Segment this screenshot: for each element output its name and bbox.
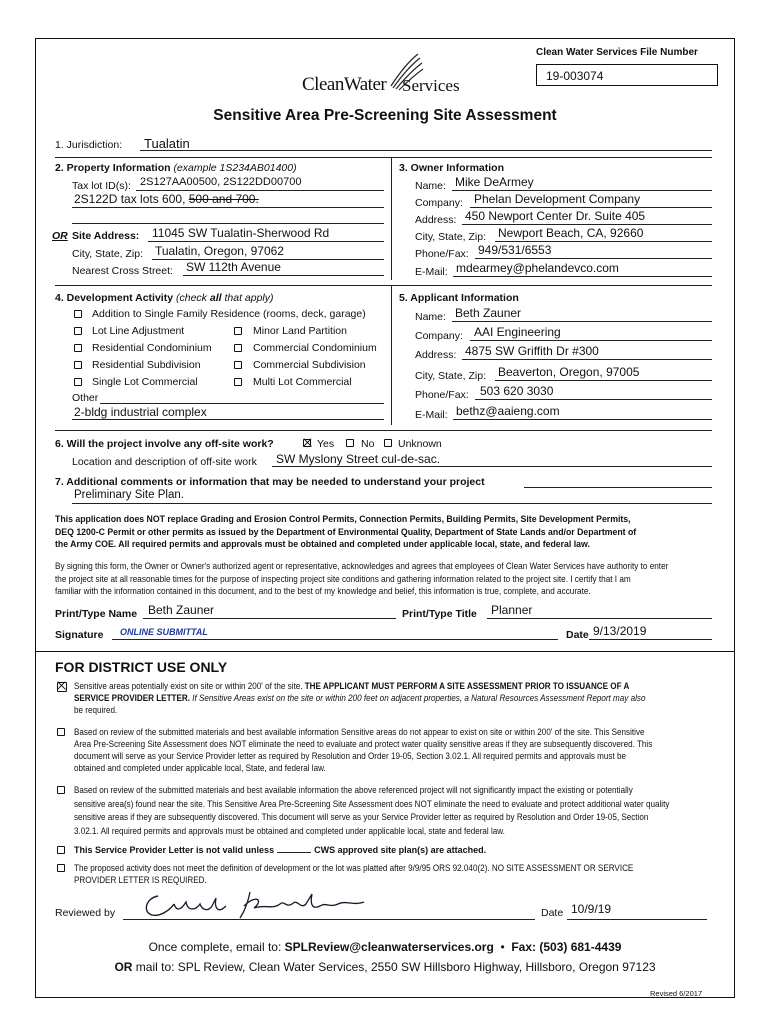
- applicant-company-line: [470, 340, 712, 341]
- offsite-yes-checkbox[interactable]: [303, 439, 311, 447]
- offsite-unknown-checkbox[interactable]: [384, 439, 392, 447]
- res-condo-label: Residential Condominium: [92, 342, 212, 354]
- applicant-phone-line: [475, 399, 712, 400]
- cross-street-label: Nearest Cross Street:: [72, 265, 173, 277]
- owner-phone-line: [475, 258, 712, 259]
- owner-name-value[interactable]: Mike DeArmey: [455, 175, 534, 189]
- district-date-value[interactable]: 10/9/19: [571, 902, 612, 916]
- reviewed-by-line: [123, 919, 535, 920]
- email-link[interactable]: SPLReview@cleanwaterservices.org: [284, 940, 494, 954]
- com-sub-label: Commercial Subdivision: [253, 359, 366, 371]
- column-divider: [391, 285, 392, 425]
- applicant-phone-label: Phone/Fax:: [415, 389, 469, 401]
- owner-csz-label: City, State, Zip:: [415, 231, 486, 243]
- lot-line-checkbox[interactable]: [74, 327, 82, 335]
- minor-land-checkbox[interactable]: [234, 327, 242, 335]
- single-family-label: Addition to Single Family Residence (rooms, deck, garage): [92, 308, 366, 320]
- tax-lot-value-2[interactable]: 2S122D tax lots 600, 500 and 700.: [74, 192, 259, 206]
- comments-line-2: [72, 503, 712, 504]
- date-line: [589, 639, 712, 640]
- applicant-address-value[interactable]: 4875 SW Griffith Dr #300: [465, 344, 599, 358]
- applicant-company-label: Company:: [415, 330, 463, 342]
- single-lot-checkbox[interactable]: [74, 378, 82, 386]
- file-number-label: Clean Water Services File Number: [536, 47, 698, 58]
- single-family-checkbox[interactable]: [74, 310, 82, 318]
- multi-lot-checkbox[interactable]: [234, 378, 242, 386]
- activity-heading: 4. Development Activity (check all that apply): [55, 292, 274, 304]
- minor-land-label: Minor Land Partition: [253, 325, 347, 337]
- clean-water-services-logo: [296, 52, 476, 102]
- tax-lot-line-2: [72, 207, 384, 208]
- owner-company-line: [470, 207, 712, 208]
- offsite-no-label: No: [361, 438, 375, 450]
- owner-company-value[interactable]: Phelan Development Company: [474, 192, 641, 206]
- applicant-name-label: Name:: [415, 311, 446, 323]
- footer-email-line: Once complete, email to: SPLReview@cleanwaterservices.org • Fax: (503) 681-4439: [148, 940, 622, 954]
- jurisdiction-value[interactable]: Tualatin: [144, 136, 190, 151]
- owner-name-line: [452, 190, 712, 191]
- applicant-phone-value[interactable]: 503 620 3030: [480, 384, 554, 398]
- res-sub-label: Residential Subdivision: [92, 359, 201, 371]
- applicant-name-line: [452, 321, 712, 322]
- jurisdiction-label: 1. Jurisdiction:: [55, 139, 123, 151]
- applicant-csz-line: [495, 380, 712, 381]
- cross-street-line: [183, 275, 384, 276]
- applicant-email-value[interactable]: bethz@aaieng.com: [456, 404, 560, 418]
- owner-csz-line: [495, 241, 712, 242]
- print-name-line: [143, 618, 396, 619]
- applicant-company-value[interactable]: AAI Engineering: [474, 325, 561, 339]
- multi-lot-label: Multi Lot Commercial: [253, 376, 352, 388]
- district-heading: FOR DISTRICT USE ONLY: [55, 659, 228, 675]
- tax-lot-line: [136, 190, 384, 191]
- reviewed-by-label: Reviewed by: [55, 907, 116, 919]
- res-condo-checkbox[interactable]: [74, 344, 82, 352]
- district-option-5-checkbox[interactable]: [57, 864, 65, 872]
- section-divider: [55, 157, 712, 158]
- district-option-4-checkbox[interactable]: [57, 846, 65, 854]
- owner-csz-value[interactable]: Newport Beach, CA, 92660: [498, 226, 644, 240]
- cross-street-value[interactable]: SW 112th Avenue: [186, 260, 281, 274]
- single-lot-label: Single Lot Commercial: [92, 376, 198, 388]
- certification-text: By signing this form, the Owner or Owner's authorized agent or representative, acknowledges and agrees that employees of Clean Water Services have authority to enter the project site at all reasonable times for the purpose of inspecting project site conditions and gathering information related to the project site. I certify that I am familiar with the information contained in this document, and to the best of my knowledge and belief, this information is true, complete, and accurate.: [55, 561, 669, 596]
- property-heading: 2. Property Information (example 1S234AB01400): [55, 162, 297, 174]
- comments-value[interactable]: Preliminary Site Plan.: [74, 489, 184, 501]
- district-date-line: [567, 919, 707, 920]
- district-option-1-checkbox[interactable]: [57, 682, 67, 692]
- print-name-value[interactable]: Beth Zauner: [148, 603, 215, 617]
- owner-email-label: E-Mail:: [415, 266, 448, 278]
- owner-name-label: Name:: [415, 180, 446, 192]
- district-option-2-text: Based on review of the submitted materials and best available information Sensitive areas do not appear to exist on site or within 200' of the site. This Sensitive Area Pre-Screening Site Assessment does NOT eliminate the need to evaluate and protect water quality sensitive areas if they are subsequently discovered. This document will serve as your Service Provider letter as required by Resolution and Order 19-05, Section 3.02.1. All required permits and approvals must be obtained and completed under applicable local, State, and federal law.: [74, 727, 653, 773]
- logo-text-cleanwater: CleanWater: [302, 74, 387, 95]
- res-sub-checkbox[interactable]: [74, 361, 82, 369]
- signature-value[interactable]: ONLINE SUBMITTAL: [120, 627, 208, 637]
- applicant-heading: 5. Applicant Information: [399, 292, 519, 304]
- comments-line: [524, 487, 712, 488]
- print-title-line: [487, 618, 712, 619]
- jurisdiction-line: [140, 150, 712, 151]
- offsite-unknown-label: Unknown: [398, 438, 442, 450]
- revised-date: Revised 6/2017: [650, 989, 703, 998]
- other-line: [100, 403, 384, 404]
- com-sub-checkbox[interactable]: [234, 361, 242, 369]
- district-option-3-text: Based on review of the submitted materials and best available information the above referenced project will not significantly impact the existing or potentially sensitive area(s) found near the site. This Sensitive Area Pre-Screening Site Assessment does NOT eliminate the need to evaluate and protect additional water quality sensitive areas if they are subsequently discovered. This document will serve as your Service Provider letter as required by Resolution and Order 19-05, Section 3.02.1. All required permits and approvals must be obtained and completed under applicable local, state and federal law.: [74, 785, 670, 836]
- tax-lot-line-3: [72, 223, 384, 224]
- applicant-csz-label: City, State, Zip:: [415, 370, 486, 382]
- com-condo-checkbox[interactable]: [234, 344, 242, 352]
- offsite-location-label: Location and description of off-site work: [72, 456, 257, 468]
- owner-address-value[interactable]: 450 Newport Center Dr. Suite 405: [465, 209, 646, 223]
- applicant-email-label: E-Mail:: [415, 409, 448, 421]
- tax-lot-value-1[interactable]: 2S127AA00500, 2S122DD00700: [140, 176, 302, 188]
- offsite-location-value[interactable]: SW Myslony Street cul-de-sac.: [276, 452, 441, 466]
- owner-company-label: Company:: [415, 197, 463, 209]
- owner-phone-value[interactable]: 949/531/6553: [478, 243, 552, 257]
- file-number-value: 19-003074: [546, 69, 604, 83]
- owner-heading: 3. Owner Information: [399, 162, 505, 174]
- signature-line: [112, 639, 558, 640]
- date-value[interactable]: 9/13/2019: [593, 624, 647, 638]
- tax-lot-label: Tax lot ID(s):: [72, 180, 131, 192]
- owner-address-line: [462, 224, 712, 225]
- city-state-zip-value[interactable]: Tualatin, Oregon, 97062: [155, 244, 284, 258]
- district-option-5-text: The proposed activity does not meet the definition of development or the lot was platted after 9/9/95 ORS 92.040(2). NO SITE ASSESSMENT OR SERVICE PROVIDER LETTER IS REQUIRED.: [74, 863, 634, 885]
- comments-label: 7. Additional comments or information that may be needed to understand your project: [55, 476, 485, 488]
- applicant-email-line: [453, 419, 712, 420]
- column-divider: [391, 157, 392, 280]
- footer-mail-line: OR mail to: SPL Review, Clean Water Services, 2550 SW Hillsboro Highway, Hillsboro, Oregon 97123: [114, 960, 656, 974]
- owner-email-value[interactable]: mdearmey@phelandevco.com: [456, 261, 619, 275]
- applicant-name-value[interactable]: Beth Zauner: [455, 306, 522, 320]
- signature-label: Signature: [55, 629, 104, 641]
- district-option-4-text: This Service Provider Letter is not valid unless CWS approved site plan(s) are attached.: [74, 845, 487, 855]
- district-date-label: Date: [541, 907, 564, 919]
- page-title: Sensitive Area Pre-Screening Site Assessment: [213, 107, 557, 124]
- site-address-label: Site Address:: [72, 230, 140, 242]
- print-title-value[interactable]: Planner: [491, 603, 533, 617]
- city-state-zip-label: City, State, Zip:: [72, 248, 143, 260]
- offsite-no-checkbox[interactable]: [346, 439, 354, 447]
- permit-notice: This application does NOT replace Grading and Erosion Control Permits, Connection Permits, Building Permits, Site Development Permits, DEQ 1200-C Permit or other permits as issued by the Department of Environmental Quality, Department of State Lands and/or Department of the Army COE. All required permits and approvals must be obtained and completed under applicable local, state, and federal law.: [55, 513, 637, 549]
- site-address-line: [148, 241, 384, 242]
- date-label: Date: [566, 629, 589, 641]
- section-divider: [55, 430, 712, 431]
- logo-text-services: Services: [402, 76, 460, 95]
- or-label: OR: [52, 230, 68, 242]
- district-divider: [35, 651, 735, 652]
- section-divider: [55, 285, 712, 286]
- file-number-box: [536, 64, 718, 86]
- lot-line-label: Lot Line Adjustment: [92, 325, 185, 337]
- district-option-3-checkbox[interactable]: [57, 786, 65, 794]
- other-value[interactable]: 2-bldg industrial complex: [74, 405, 207, 419]
- district-option-2-checkbox[interactable]: [57, 728, 65, 736]
- applicant-csz-value[interactable]: Beaverton, Oregon, 97005: [498, 365, 640, 379]
- other-line-2: [72, 419, 384, 420]
- print-title-label: Print/Type Title: [402, 608, 477, 620]
- com-condo-label: Commercial Condominium: [253, 342, 377, 354]
- reviewer-signature: [140, 890, 380, 920]
- owner-phone-label: Phone/Fax:: [415, 248, 469, 260]
- owner-address-label: Address:: [415, 214, 457, 226]
- site-address-value[interactable]: 11045 SW Tualatin-Sherwood Rd: [152, 226, 330, 240]
- applicant-address-line: [462, 359, 712, 360]
- offsite-yes-label: Yes: [317, 438, 335, 450]
- print-name-label: Print/Type Name: [55, 608, 138, 620]
- offsite-location-line: [272, 466, 712, 467]
- offsite-question: 6. Will the project involve any off-site work?: [55, 438, 274, 450]
- other-label: Other: [72, 392, 99, 404]
- owner-email-line: [453, 276, 712, 277]
- district-option-1-text: Sensitive areas potentially exist on site or within 200' of the site. THE APPLICANT MUST PERFORM A SITE ASSESSMENT PRIOR TO ISSUANCE OF A SERVICE PROVIDER LETTER. If Sensitive Areas exist on the site or within 200 feet on adjacent properties, a Natural Resources Assessment Report may also be required.: [74, 681, 646, 715]
- applicant-address-label: Address:: [415, 349, 457, 361]
